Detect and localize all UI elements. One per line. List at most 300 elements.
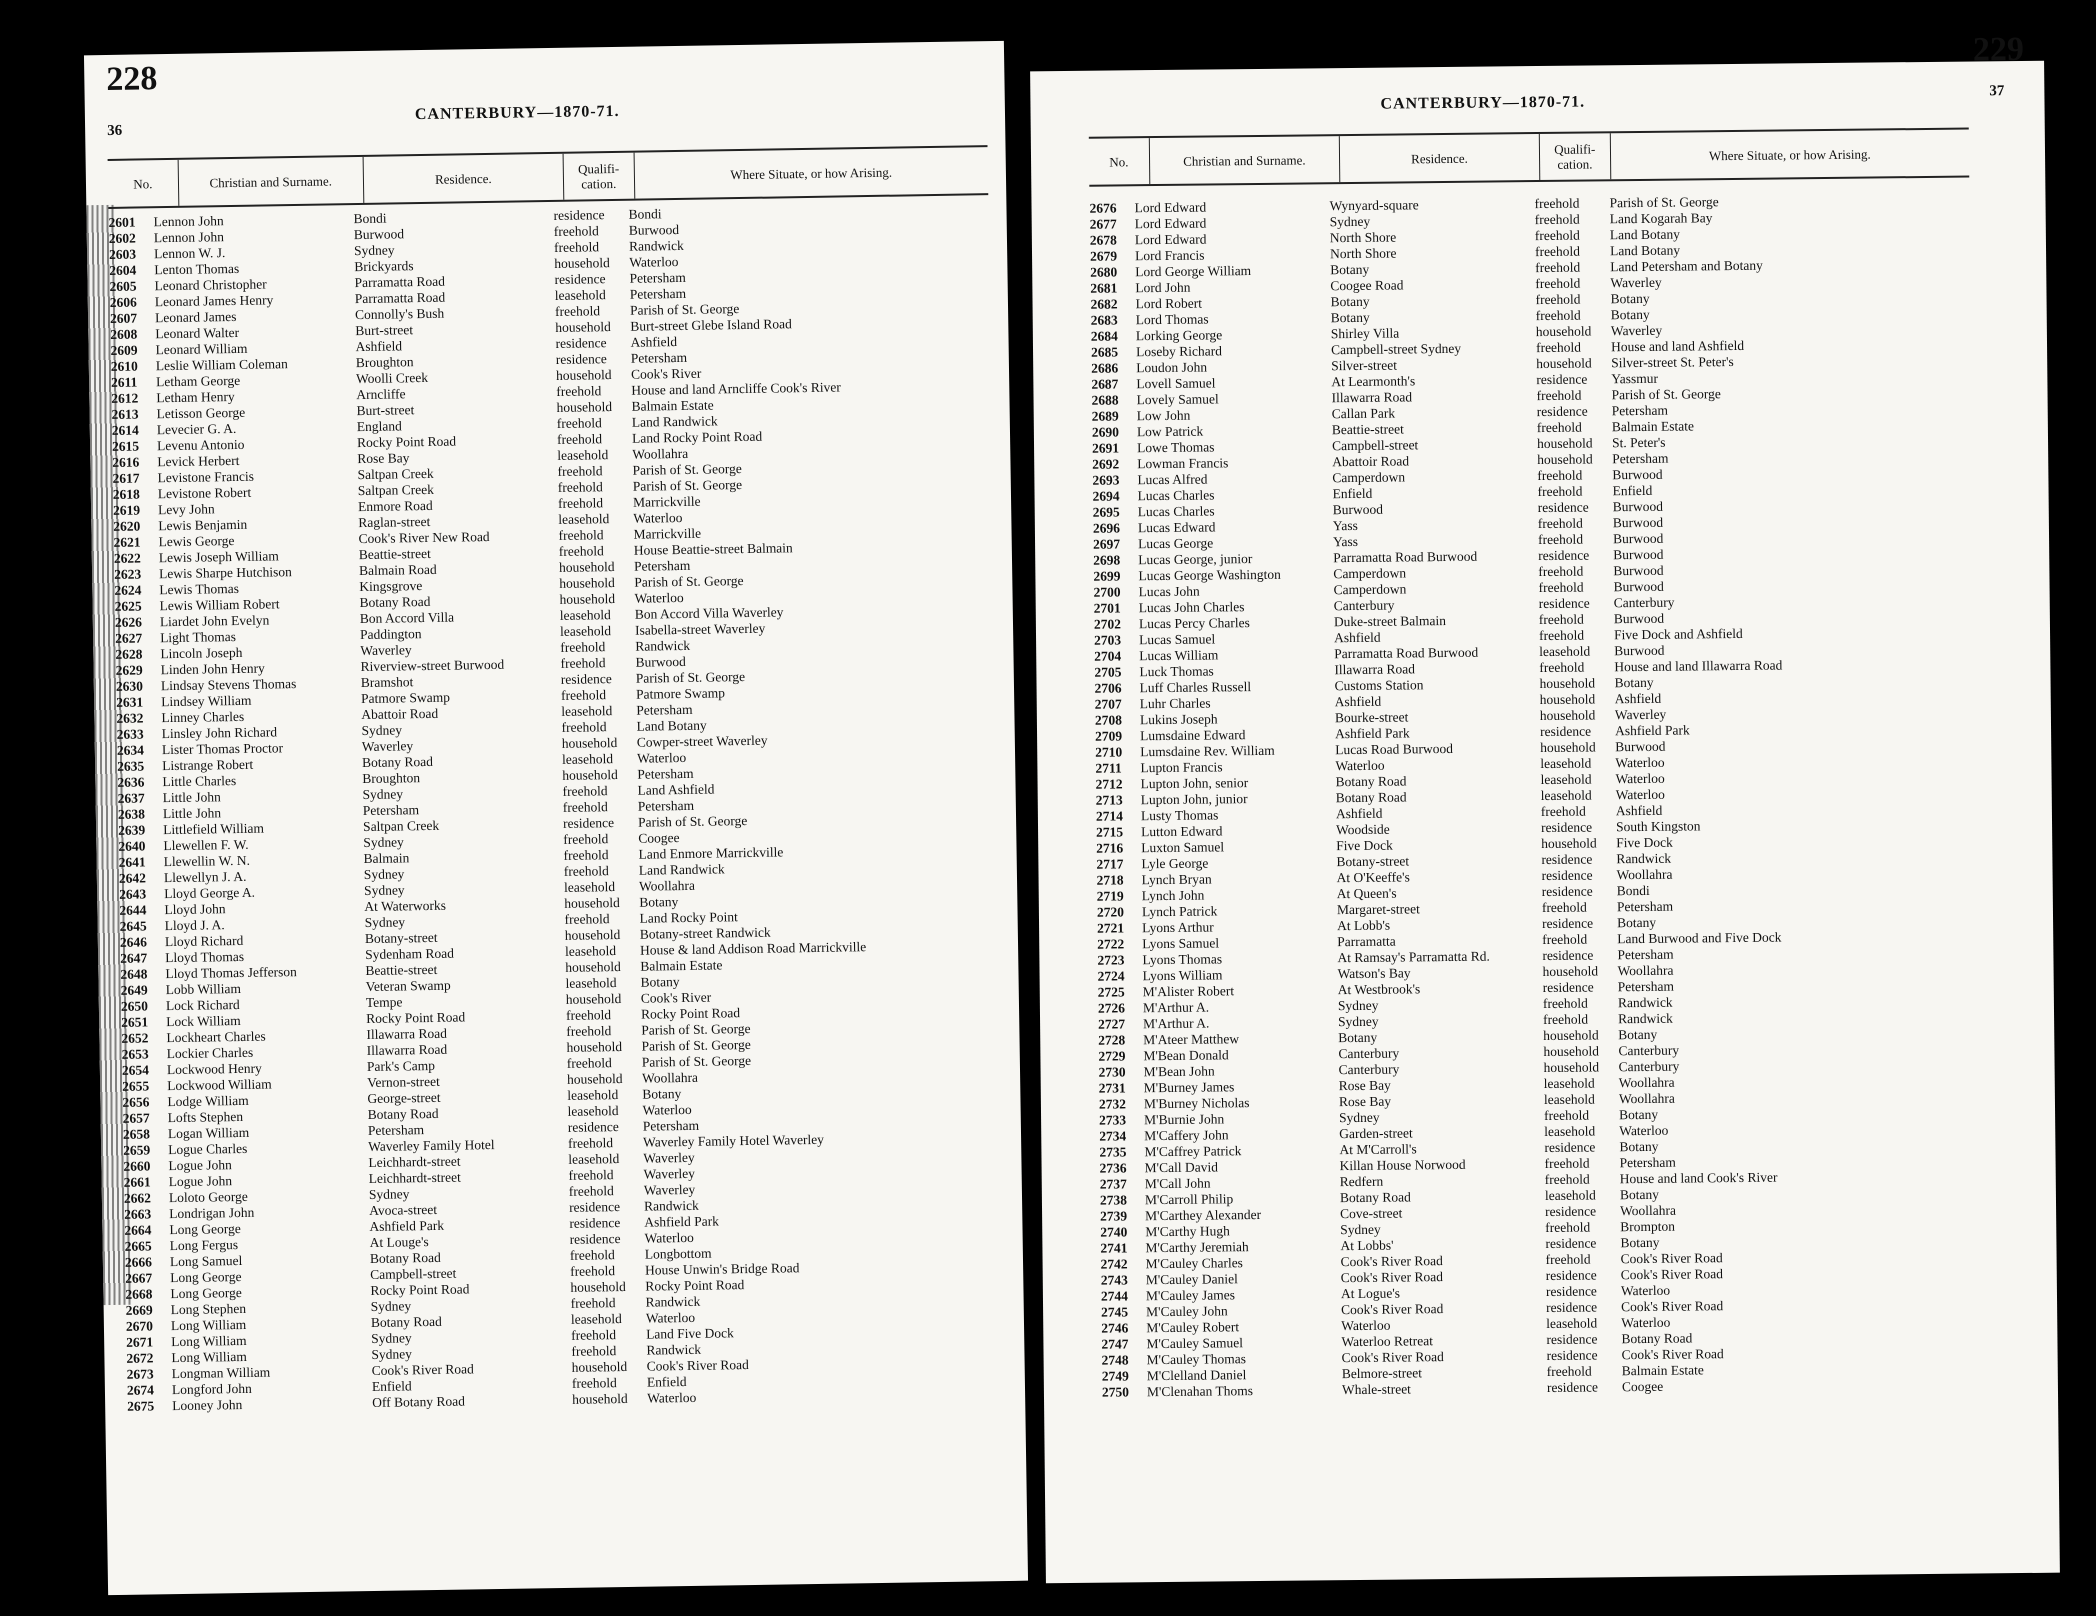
entry-residence: North Shore [1329, 229, 1397, 246]
entry-residence: Kingsgrove [359, 578, 423, 595]
entry-name: Lucas Alfred [1137, 471, 1208, 488]
entry-where: Botany [1620, 1234, 1660, 1251]
entry-where: Land Botany [1609, 242, 1681, 259]
entry-number: 2664 [124, 1222, 152, 1238]
entry-name: Leonard Walter [155, 324, 240, 342]
entry-where: Woollahra [641, 1069, 699, 1086]
entry-qualification: freehold [1534, 243, 1581, 260]
entry-where: Land Rocky Point Road [631, 428, 763, 446]
entry-qualification: household [564, 895, 620, 911]
entry-number: 2639 [118, 822, 146, 838]
entry-number: 2727 [1098, 1016, 1126, 1032]
entry-qualification: freehold [1536, 419, 1582, 436]
entry-qualification: residence [1541, 883, 1593, 900]
entry-name: Lupton Francis [1140, 759, 1223, 776]
entry-qualification: freehold [566, 1023, 612, 1039]
entry-name: M'Carthey Alexander [1145, 1206, 1262, 1224]
entry-number: 2734 [1099, 1128, 1127, 1144]
entry-qualification: freehold [1540, 803, 1586, 820]
entry-number: 2605 [109, 278, 137, 294]
entry-where: Waverley [1614, 706, 1667, 723]
entry-number: 2665 [124, 1238, 152, 1254]
entry-number: 2697 [1092, 536, 1121, 552]
entry-where: Burwood [1615, 738, 1666, 755]
entry-name: Lockwood William [167, 1076, 272, 1094]
entry-residence: Customs Station [1334, 677, 1424, 694]
entry-qualification: residence [1536, 371, 1588, 388]
entry-name: Lloyd J. A. [164, 917, 225, 934]
left-page [84, 41, 1028, 1595]
entry-where: Balmain Estate [1621, 1362, 1704, 1379]
entry-number: 2662 [123, 1190, 152, 1206]
entry-residence: Brickyards [354, 258, 414, 275]
entry-number: 2701 [1093, 600, 1121, 616]
entry-qualification: household [1543, 1027, 1599, 1044]
entry-residence: Sydney [1339, 1109, 1380, 1126]
entry-number: 2707 [1094, 696, 1122, 712]
entry-name: Lloyd Thomas Jefferson [165, 964, 297, 982]
entry-where: Waterloo [1619, 1122, 1669, 1139]
entry-where: Ashfield [1615, 802, 1663, 819]
entry-residence: Connolly's Bush [354, 305, 445, 323]
entry-where: Rocky Point Road [645, 1277, 745, 1294]
entry-where: Parish of St. George [1611, 386, 1721, 403]
entry-where: Rocky Point Road [640, 1005, 741, 1022]
entry-number: 2620 [113, 518, 141, 534]
entry-qualification: residence [1545, 1235, 1597, 1252]
entry-number: 2682 [1090, 296, 1118, 312]
entry-name: Lord George William [1135, 263, 1252, 280]
entry-number: 2632 [116, 710, 144, 726]
entry-where: Burwood [1613, 562, 1664, 579]
entry-residence: Belmore-street [1341, 1365, 1423, 1382]
entry-residence: Rose Bay [1338, 1093, 1392, 1110]
entry-number: 2724 [1097, 968, 1125, 984]
table-header [108, 145, 989, 209]
entry-where: Cook's River Road [1621, 1346, 1724, 1363]
entry-residence: Canterbury [1333, 597, 1395, 614]
entry-name: Lord Thomas [1135, 311, 1209, 328]
entry-residence: Sydney [363, 882, 405, 899]
entry-number: 2732 [1098, 1096, 1127, 1112]
entry-where: Waverley [643, 1181, 696, 1198]
entry-number: 2741 [1100, 1240, 1128, 1256]
entry-residence: Bondi [353, 210, 387, 227]
entry-name: Letham Henry [156, 388, 235, 406]
entry-residence: Sydenham Road [365, 945, 455, 963]
entry-where: Parish of St. George [637, 812, 748, 830]
entry-number: 2659 [123, 1142, 151, 1158]
entry-where: Waterloo [634, 589, 684, 606]
entry-qualification: residence [1541, 867, 1593, 884]
entry-number: 2694 [1092, 488, 1120, 504]
entry-number: 2634 [116, 742, 144, 758]
entry-residence: Balmain [363, 850, 410, 867]
entry-name: Leonard James [154, 308, 237, 326]
entry-qualification: freehold [566, 1055, 612, 1071]
entry-name: Lord Francis [1134, 247, 1205, 264]
entry-name: M'Caffrey Patrick [1144, 1143, 1242, 1160]
entry-residence: Redfern [1339, 1173, 1384, 1190]
entry-where: Petersham [1616, 898, 1674, 915]
entry-qualification: household [555, 367, 612, 383]
entry-where: Parish of St. George [635, 669, 746, 686]
entry-residence: Campbell-street [370, 1265, 457, 1282]
entry-qualification: freehold [560, 687, 607, 703]
entry-residence: At Lobbs' [1340, 1237, 1394, 1254]
entry-number: 2713 [1095, 792, 1123, 808]
entry-name: Logue Charles [168, 1140, 248, 1158]
entry-name: M'Cauley James [1145, 1287, 1236, 1304]
page-heading: CANTERBURY—1870-71. [414, 102, 620, 124]
entry-number: 2719 [1096, 888, 1124, 904]
entry-number: 2618 [112, 486, 140, 502]
entry-number: 2652 [121, 1030, 149, 1046]
entry-number: 2670 [125, 1318, 154, 1334]
entry-where: House and land Illawarra Road [1614, 657, 1783, 675]
entry-name: M'Cauley Thomas [1146, 1351, 1246, 1368]
entry-where: Coogee [1621, 1378, 1664, 1395]
entry-number: 2729 [1098, 1048, 1126, 1064]
entry-qualification: freehold [571, 1343, 617, 1359]
entry-qualification: freehold [1534, 195, 1580, 212]
entry-residence: Whale-street [1341, 1381, 1411, 1398]
entry-where: Marrickville [632, 493, 701, 510]
entry-number: 2607 [109, 310, 138, 326]
entry-where: Waverley [643, 1149, 695, 1166]
entry-name: Luff Charles Russell [1139, 679, 1252, 696]
entry-number: 2716 [1096, 840, 1124, 856]
entry-name: Looney John [172, 1397, 243, 1414]
entry-qualification: household [564, 927, 621, 943]
entry-residence: Ashfield Park [1334, 725, 1410, 742]
entry-residence: Parramatta Road [354, 273, 446, 291]
entry-where: Silver-street St. Peter's [1611, 353, 1734, 371]
entry-where: Woollahra [632, 445, 689, 462]
entry-qualification: freehold [1538, 579, 1584, 596]
entry-number: 2637 [117, 790, 145, 806]
entry-residence: Illawarra Road [1331, 389, 1413, 406]
entry-residence: Burwood [1332, 501, 1384, 518]
entry-qualification: residence [562, 815, 615, 831]
entry-residence: Camperdown [1333, 581, 1407, 598]
entry-residence: Woodside [1335, 821, 1390, 838]
entry-number: 2669 [125, 1302, 153, 1318]
entry-number: 2730 [1098, 1064, 1126, 1080]
entry-name: Lucas John [1138, 583, 1200, 600]
entry-residence: Abattoir Road [1332, 453, 1410, 470]
entry-name: Lloyd John [164, 901, 226, 918]
entry-name: M'Ateer Matthew [1143, 1031, 1240, 1048]
entry-where: Cook's River [630, 365, 702, 382]
entry-qualification: residence [569, 1215, 621, 1231]
entry-residence: Cove-street [1340, 1205, 1403, 1222]
entry-where: Parish of St. George [641, 1036, 751, 1054]
entry-where: Enfield [1612, 482, 1653, 499]
entry-number: 2615 [111, 438, 140, 454]
entry-qualification: household [556, 399, 613, 415]
entry-number: 2635 [117, 758, 145, 774]
entry-qualification: leasehold [561, 751, 614, 767]
entry-qualification: freehold [570, 1295, 616, 1311]
entry-where: Coogee [638, 830, 680, 846]
entry-name: Lynch Bryan [1141, 871, 1212, 888]
entry-where: Woollahra [1618, 1074, 1675, 1091]
entry-where: Botany [1619, 1138, 1659, 1155]
entry-where: Randwick [635, 637, 691, 654]
entry-residence: Leichhardt-street [368, 1153, 461, 1170]
entry-name: Lucas Percy Charles [1138, 615, 1250, 632]
entry-qualification: residence [1546, 1331, 1598, 1348]
entry-name: Little Charles [162, 773, 237, 790]
entry-name: Lynch Patrick [1141, 903, 1218, 920]
entry-qualification: household [1537, 451, 1593, 468]
entry-qualification: residence [1546, 1347, 1598, 1364]
col-header-residence: Residence. [363, 154, 564, 203]
entry-number: 2680 [1090, 264, 1118, 280]
entry-name: M'Clelland Daniel [1146, 1367, 1247, 1384]
entry-name: Lucas George [1137, 535, 1214, 552]
entry-name: M'Cauley Daniel [1145, 1271, 1238, 1288]
entry-number: 2623 [114, 566, 142, 582]
entry-number: 2733 [1099, 1112, 1127, 1128]
entry-qualification: household [555, 319, 611, 335]
entry-number: 2695 [1092, 504, 1120, 520]
entry-name: Lenton Thomas [154, 260, 240, 278]
entry-residence: Beattie-street [365, 961, 438, 979]
entry-qualification: residence [1542, 979, 1594, 996]
entry-number: 2601 [108, 214, 136, 230]
entry-qualification: household [571, 1358, 628, 1375]
entry-name: Little John [162, 789, 221, 806]
entry-name: Lumsdaine Edward [1139, 727, 1246, 744]
entry-number: 2614 [111, 422, 139, 438]
entry-qualification: household [559, 575, 615, 591]
entry-residence: Yass [1332, 533, 1359, 550]
entry-name: Lord Edward [1134, 231, 1207, 248]
entry-name: Levenu Antonio [156, 436, 245, 454]
entry-residence: Rose Bay [1338, 1077, 1391, 1094]
entry-where: Ashfield Park [1614, 722, 1690, 739]
entry-qualification: household [558, 559, 615, 575]
entry-number: 2667 [125, 1270, 153, 1286]
col-header-qualification: Qualifi-cation. [564, 153, 635, 200]
entry-residence: Ashfield [1334, 693, 1382, 710]
entry-number: 2710 [1095, 744, 1123, 760]
entry-residence: Avoca-street [369, 1201, 438, 1218]
entry-qualification: leasehold [557, 447, 609, 463]
entry-name: Lupton John, junior [1140, 791, 1248, 808]
entry-name: Linney Charles [161, 708, 245, 726]
entry-name: Long William [171, 1332, 247, 1350]
entry-number: 2677 [1089, 216, 1117, 232]
col-header-qualification: Qualifi-cation. [1540, 133, 1611, 180]
entry-residence: Botany Road [1335, 773, 1407, 790]
entry-name: Leonard Christopher [154, 276, 267, 294]
entry-number: 2705 [1094, 664, 1122, 680]
entry-where: Woollahra [1617, 962, 1674, 979]
entry-name: Lloyd George A. [164, 884, 256, 902]
entry-residence: Sydney [361, 722, 403, 739]
entry-number: 2653 [121, 1046, 149, 1062]
entry-number: 2698 [1093, 552, 1121, 568]
entry-number: 2673 [126, 1366, 154, 1382]
entry-qualification: freehold [1542, 1011, 1589, 1028]
entry-qualification: freehold [1544, 1155, 1590, 1172]
entry-qualification: freehold [1543, 1107, 1590, 1124]
entry-where: Burwood [1613, 610, 1665, 627]
entry-residence: Botany Road [359, 593, 431, 611]
entry-residence: Cook's River Road [1340, 1269, 1444, 1286]
entry-qualification: residence [1538, 547, 1590, 564]
entry-name: Londrigan John [169, 1204, 255, 1222]
entry-residence: Duke-street Balmain [1333, 613, 1447, 630]
entry-where: Botany [1619, 1186, 1659, 1203]
entry-name: Lewis Joseph William [158, 548, 279, 566]
entry-where: Burwood [1613, 578, 1664, 595]
entry-residence: Botany [1330, 293, 1370, 310]
entry-where: Parish of St. George [1609, 194, 1719, 211]
entry-number: 2696 [1092, 520, 1120, 536]
entry-where: Marrickville [633, 525, 702, 542]
entry-number: 2678 [1089, 232, 1117, 248]
entry-qualification: freehold [1545, 1251, 1591, 1268]
entry-residence: Park's Camp [366, 1057, 436, 1075]
entry-number: 2636 [117, 774, 145, 790]
entry-name: Lockier Charles [166, 1044, 254, 1062]
entry-name: Liardet John Evelyn [159, 612, 270, 630]
entry-name: M'Cauley Robert [1146, 1319, 1240, 1336]
entry-qualification: freehold [1537, 515, 1583, 532]
entry-residence: Burt-street [356, 402, 415, 419]
entry-name: Lowe Thomas [1136, 439, 1215, 456]
entry-qualification: freehold [571, 1327, 617, 1343]
entry-name: Lincoln Joseph [160, 644, 243, 662]
entry-where: House & land Addison Road Marrickville [639, 939, 867, 958]
entry-residence: North Shore [1329, 245, 1397, 262]
entry-residence: Broughton [362, 770, 421, 787]
entry-number: 2686 [1091, 360, 1119, 376]
entry-residence: Cook's River Road [1341, 1301, 1444, 1318]
entry-qualification: freehold [1542, 931, 1588, 948]
entry-where: Woollahra [1618, 1090, 1675, 1107]
entry-name: Lumsdaine Rev. William [1140, 742, 1275, 760]
entry-qualification: leasehold [559, 607, 611, 623]
entry-number: 2631 [116, 694, 144, 710]
entry-qualification: freehold [563, 863, 609, 879]
entry-qualification: freehold [1536, 387, 1582, 404]
entry-where: Canterbury [1613, 594, 1675, 611]
entry-name: M'Carthy Hugh [1145, 1223, 1230, 1240]
entry-qualification: leasehold [1546, 1315, 1598, 1332]
entry-qualification: residence [1545, 1283, 1597, 1300]
entry-qualification: household [1535, 323, 1592, 340]
entry-where: Waterloo [1615, 786, 1665, 803]
entry-name: Lewis Thomas [159, 580, 240, 598]
entry-name: Lennon John [153, 229, 225, 246]
entry-where: Botany [1610, 306, 1650, 323]
entry-where: Botany [1614, 674, 1654, 691]
entry-qualification: residence [1537, 499, 1589, 516]
entry-where: Cowper-street Waverley [636, 732, 768, 750]
entry-where: Petersham [630, 349, 688, 366]
entry-residence: At O'Keeffe's [1336, 869, 1410, 886]
entry-qualification: freehold [1537, 467, 1583, 484]
register-rows [1089, 192, 1982, 1401]
entry-qualification: freehold [1538, 611, 1584, 628]
entry-number: 2690 [1091, 424, 1119, 440]
entry-number: 2640 [118, 838, 146, 854]
entry-residence: Raglan-street [358, 513, 431, 531]
entry-name: Lucas Edward [1137, 519, 1216, 536]
entry-number: 2627 [115, 630, 143, 646]
entry-qualification: residence [1546, 1379, 1598, 1396]
entry-residence: Ashfield [355, 338, 403, 355]
entry-residence: Burt-street [355, 322, 414, 339]
entry-qualification: leasehold [564, 943, 617, 959]
right-page [1030, 30, 2060, 1584]
entry-name: Lindsey William [161, 692, 252, 710]
entry-number: 2643 [119, 886, 147, 902]
entry-qualification: household [562, 767, 618, 783]
register-rows [108, 201, 1007, 1415]
entry-number: 2706 [1094, 680, 1122, 696]
entry-name: Logan William [167, 1124, 250, 1142]
entry-name: Lovell Samuel [1136, 375, 1216, 392]
entry-residence: Off Botany Road [372, 1393, 466, 1410]
entry-residence: Cook's River Road [1341, 1349, 1444, 1366]
col-header-where: Where Situate, or how Arising. [730, 164, 893, 182]
entry-qualification: leasehold [554, 287, 606, 303]
entry-where: Waverley [1610, 322, 1663, 339]
entry-number: 2624 [114, 582, 142, 598]
entry-residence: Sydney [371, 1346, 413, 1362]
entry-where: Woollahra [1616, 866, 1673, 883]
entry-name: Lusty Thomas [1140, 807, 1219, 824]
entry-residence: Vernon-street [367, 1073, 440, 1090]
entry-name: Lucas Samuel [1138, 631, 1216, 648]
entry-number: 2711 [1095, 760, 1122, 776]
entry-where: South Kingston [1615, 818, 1701, 835]
entry-residence: Ashfield [1333, 629, 1381, 646]
entry-qualification: freehold [567, 1135, 614, 1151]
entry-residence: Saltpan Creek [357, 481, 435, 499]
entry-number: 2654 [121, 1062, 150, 1078]
entry-residence: Wynyard-square [1329, 197, 1419, 214]
entry-name: Lloyd Richard [164, 932, 244, 950]
entry-qualification: leasehold [567, 1087, 619, 1103]
page-number: 229 [1972, 30, 2025, 69]
entry-qualification: freehold [557, 479, 603, 495]
entry-qualification: household [561, 735, 618, 751]
entry-name: M'Arthur A. [1142, 999, 1210, 1016]
entry-residence: Rocky Point Road [370, 1281, 470, 1298]
entry-name: M'Cauley Samuel [1146, 1335, 1244, 1352]
entry-number: 2736 [1099, 1160, 1127, 1176]
entry-name: Lewis Sharpe Hutchison [158, 564, 292, 582]
entry-name: Lukins Joseph [1139, 711, 1218, 728]
entry-qualification: leasehold [558, 511, 610, 527]
entry-residence: Cook's River Road [371, 1361, 474, 1378]
entry-residence: Rose Bay [357, 450, 410, 467]
entry-qualification: freehold [561, 719, 607, 735]
entry-qualification: freehold [1535, 339, 1582, 356]
entry-residence: Silver-street [1331, 357, 1398, 374]
entry-name: Lorking George [1135, 327, 1223, 344]
entry-number: 2602 [108, 230, 136, 246]
entry-number: 2633 [116, 726, 144, 742]
entry-number: 2703 [1093, 632, 1122, 648]
